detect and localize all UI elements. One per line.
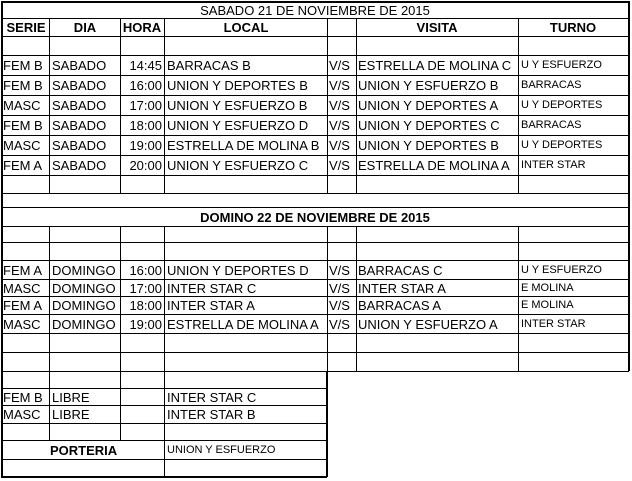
- sunday-row-hora: 17:00: [129, 281, 162, 296]
- row-line: [1, 279, 629, 280]
- sunday-row-dia: DOMINGO: [52, 281, 116, 296]
- column-header: HORA: [122, 20, 162, 35]
- saturday-row-local: UNION Y ESFUERZO B: [167, 98, 308, 113]
- sunday-row-visita: BARRACAS C: [358, 263, 443, 278]
- saturday-row-dia: SABADO: [52, 78, 107, 93]
- saturday-row-visita: UNION Y DEPORTES A: [358, 98, 499, 113]
- row-line: [1, 371, 629, 372]
- col-line: [120, 226, 121, 371]
- sunday-row-hora: 19:00: [129, 317, 162, 332]
- free-serie: MASC: [3, 407, 41, 422]
- saturday-row-vs: V/S: [329, 78, 350, 93]
- sunday-row-visita: INTER STAR A: [358, 281, 446, 296]
- saturday-title: SABADO 21 DE NOVIEMBRE DE 2015: [200, 3, 430, 18]
- saturday-row-hora: 18:00: [129, 118, 162, 133]
- sunday-row-vs: V/S: [329, 317, 350, 332]
- saturday-row-vs: V/S: [329, 58, 350, 73]
- col-line: [164, 371, 165, 440]
- sunday-row-serie: FEM A: [3, 263, 43, 278]
- col-line: [49, 226, 50, 371]
- saturday-row-local: UNION Y ESFUERZO D: [167, 118, 309, 133]
- saturday-row-dia: SABADO: [52, 118, 107, 133]
- col-line: [327, 18, 328, 193]
- free-team: INTER STAR C: [167, 390, 257, 405]
- row-line: [1, 314, 629, 315]
- sunday-row-local: ESTRELLA DE MOLINA A: [167, 317, 319, 332]
- col-line: [164, 226, 165, 371]
- sunday-row-dia: DOMINGO: [52, 317, 116, 332]
- col-line: [518, 226, 519, 371]
- saturday-row-visita: ESTRELLA DE MOLINA A: [358, 158, 510, 173]
- saturday-row-local: BARRACAS B: [167, 58, 251, 73]
- saturday-row-dia: SABADO: [52, 158, 107, 173]
- col-line: [518, 18, 519, 193]
- saturday-row-serie: FEM B: [3, 58, 43, 73]
- row-line: [1, 260, 629, 261]
- saturday-row-hora: 20:00: [129, 158, 162, 173]
- row-line: [1, 135, 629, 136]
- saturday-row-dia: SABADO: [52, 58, 107, 73]
- col-line: [164, 440, 165, 477]
- saturday-row-hora: 19:00: [129, 138, 162, 153]
- sunday-row-vs: V/S: [329, 281, 350, 296]
- free-serie: FEM B: [3, 390, 43, 405]
- column-header: SERIE: [6, 20, 46, 35]
- sunday-row-visita: BARRACAS A: [358, 298, 442, 313]
- sunday-row-local: INTER STAR C: [167, 281, 257, 296]
- saturday-row-hora: 17:00: [129, 98, 162, 113]
- saturday-row-turno: U Y DEPORTES: [521, 99, 603, 111]
- saturday-row-turno: INTER STAR: [521, 159, 586, 171]
- sunday-row-turno: E MOLINA: [521, 282, 574, 294]
- saturday-row-turno: BARRACAS: [521, 79, 582, 91]
- row-line: [1, 352, 629, 353]
- row-line: [1, 36, 629, 37]
- row-line: [1, 226, 629, 227]
- sunday-row-dia: DOMINGO: [52, 263, 116, 278]
- saturday-row-hora: 14:45: [129, 58, 162, 73]
- row-line: [1, 207, 629, 208]
- col-line: [49, 371, 50, 440]
- saturday-row-vs: V/S: [329, 98, 350, 113]
- column-header: TURNO: [549, 20, 597, 35]
- col-line: [356, 226, 357, 371]
- sunday-row-serie: MASC: [3, 317, 41, 332]
- saturday-row-local: ESTRELLA DE MOLINA B: [167, 138, 320, 153]
- column-header: LOCAL: [223, 20, 269, 35]
- saturday-row-serie: FEM B: [3, 118, 43, 133]
- saturday-row-dia: SABADO: [52, 98, 107, 113]
- row-line: [1, 75, 629, 76]
- sunday-row-turno: INTER STAR: [521, 318, 586, 330]
- col-line: [49, 18, 50, 193]
- row-line: [1, 242, 629, 243]
- row-line: [1, 175, 629, 176]
- saturday-row-turno: BARRACAS: [521, 119, 582, 131]
- porteria-label: PORTERIA: [50, 443, 118, 458]
- col-line: [120, 371, 121, 440]
- column-header: VISITA: [416, 20, 458, 35]
- row-line: [1, 477, 327, 478]
- sunday-row-vs: V/S: [329, 298, 350, 313]
- sunday-row-local: UNION Y DEPORTES D: [167, 263, 309, 278]
- sunday-row-serie: MASC: [3, 281, 41, 296]
- row-line: [1, 296, 629, 297]
- row-line: [1, 115, 629, 116]
- saturday-row-turno: U Y ESFUERZO: [521, 59, 602, 71]
- sunday-row-hora: 18:00: [129, 298, 162, 313]
- saturday-row-local: UNION Y DEPORTES B: [167, 78, 308, 93]
- row-line: [1, 193, 629, 194]
- sunday-row-dia: DOMINGO: [52, 298, 116, 313]
- column-header: DIA: [73, 20, 97, 35]
- saturday-row-vs: V/S: [329, 158, 350, 173]
- saturday-row-hora: 16:00: [129, 78, 162, 93]
- saturday-row-serie: FEM A: [3, 158, 43, 173]
- porteria-value: UNION Y ESFUERZO: [167, 444, 276, 456]
- saturday-row-serie: MASC: [3, 138, 41, 153]
- row-line: [1, 95, 629, 96]
- saturday-row-visita: UNION Y DEPORTES B: [358, 138, 499, 153]
- saturday-row-visita: UNION Y DEPORTES C: [358, 118, 500, 133]
- saturday-row-serie: MASC: [3, 98, 41, 113]
- row-line: [1, 155, 629, 156]
- sunday-row-local: INTER STAR A: [167, 298, 255, 313]
- sunday-row-turno: U Y ESFUERZO: [521, 264, 602, 276]
- col-line: [327, 226, 328, 371]
- saturday-row-visita: UNION Y ESFUERZO B: [358, 78, 499, 93]
- saturday-row-vs: V/S: [329, 118, 350, 133]
- saturday-row-visita: ESTRELLA DE MOLINA C: [358, 58, 512, 73]
- sunday-row-serie: FEM A: [3, 298, 43, 313]
- row-line: [1, 55, 629, 56]
- free-dia: LIBRE: [52, 407, 90, 422]
- saturday-row-dia: SABADO: [52, 138, 107, 153]
- frame-right: [628, 1, 630, 371]
- sunday-row-turno: E MOLINA: [521, 299, 574, 311]
- col-line: [164, 18, 165, 193]
- row-line: [1, 333, 629, 334]
- col-line: [356, 18, 357, 193]
- sunday-row-vs: V/S: [329, 263, 350, 278]
- sunday-row-visita: UNION Y ESFUERZO A: [358, 317, 498, 332]
- saturday-row-serie: FEM B: [3, 78, 43, 93]
- sunday-title: DOMINO 22 DE NOVIEMBRE DE 2015: [200, 210, 430, 225]
- row-line: [1, 18, 629, 19]
- frame-right-lower: [326, 371, 328, 477]
- free-dia: LIBRE: [52, 390, 90, 405]
- col-line: [120, 18, 121, 193]
- saturday-row-local: UNION Y ESFUERZO C: [167, 158, 309, 173]
- free-team: INTER STAR B: [167, 407, 256, 422]
- saturday-row-vs: V/S: [329, 138, 350, 153]
- saturday-row-turno: U Y DEPORTES: [521, 139, 603, 151]
- sunday-row-hora: 16:00: [129, 263, 162, 278]
